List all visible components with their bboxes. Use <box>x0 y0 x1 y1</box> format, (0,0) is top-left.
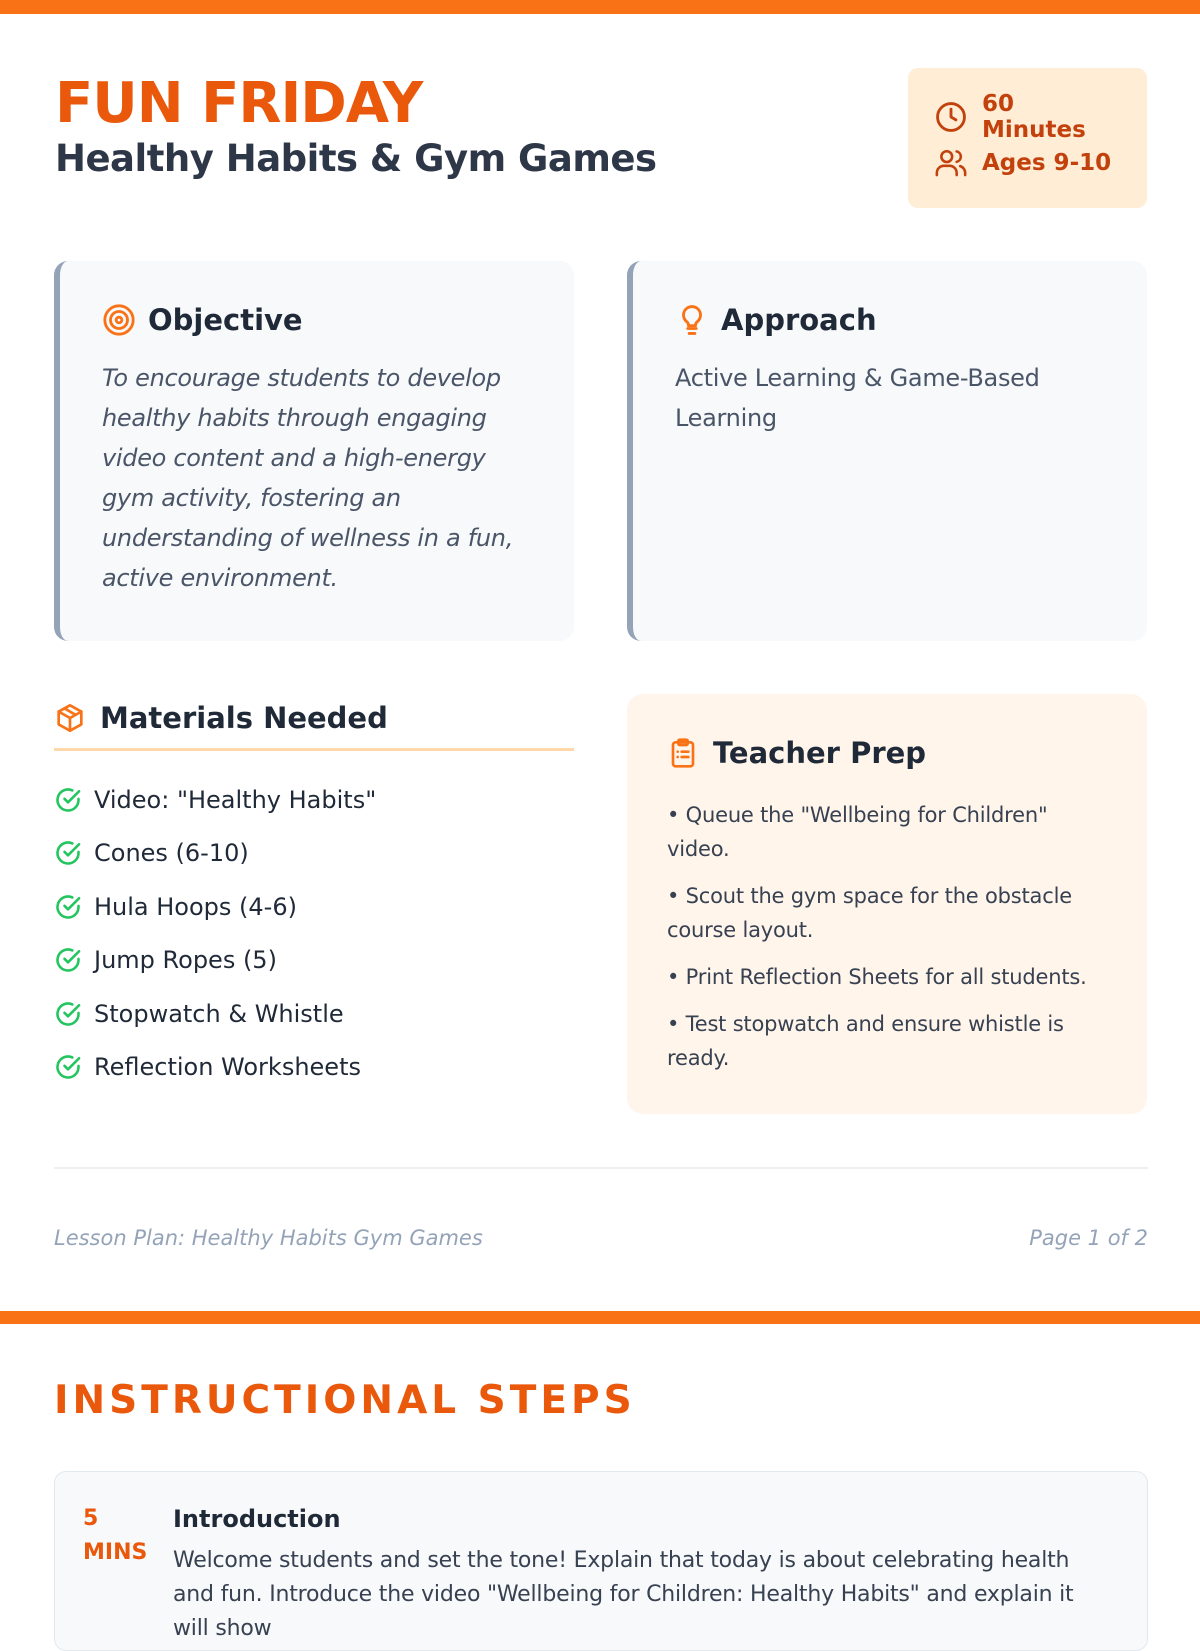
teacher-prep-card <box>627 694 1147 1114</box>
objective-title: Objective <box>148 303 303 337</box>
step-duration <box>83 1502 163 1570</box>
teacher-prep-title: Teacher Prep <box>713 736 927 770</box>
duration-text: 60 Minutes <box>982 91 1086 143</box>
list-item: • Print Reflection Sheets for all students. <box>667 965 1087 989</box>
page-subtitle: Healthy Habits & Gym Games <box>55 137 657 180</box>
step-title: Introduction <box>173 1505 341 1533</box>
target-icon <box>102 303 136 337</box>
ages-row <box>934 140 1123 186</box>
materials-underline <box>54 748 574 751</box>
materials-list <box>54 773 574 1094</box>
page-title: FUN FRIDAY <box>55 71 423 136</box>
lightbulb-icon <box>675 303 709 337</box>
approach-title: Approach <box>721 303 877 337</box>
check-circle-icon <box>54 839 82 867</box>
ages-text: Ages 9-10 <box>982 150 1112 176</box>
list-item: Cones (6-10) <box>54 827 574 881</box>
duration-row <box>934 91 1123 143</box>
footer-page-number: Page 1 of 2 <box>1029 1226 1148 1250</box>
step-description: Welcome students and set the tone! Explain that today is about celebrating health and fun. Introduce the video "Wellbeing for Children: Healthy Habits" and explain it will show <box>173 1548 1074 1641</box>
footer-lesson-title: Lesson Plan: Healthy Habits Gym Games <box>54 1226 483 1250</box>
step-card <box>54 1471 1148 1651</box>
approach-text: Active Learning & Game-Based Learning <box>675 364 1040 432</box>
page-header <box>55 66 1147 206</box>
list-item: • Test stopwatch and ensure whistle is ready. <box>667 1012 1064 1070</box>
check-circle-icon <box>54 946 82 974</box>
list-item: • Scout the gym space for the obstacle course layout. <box>667 884 1072 942</box>
objective-text: To encourage students to develop healthy habits through engaging video content and a high-energy gym activity, fostering an understanding of wellness in a fun, active environment. <box>102 364 514 592</box>
materials-header <box>54 696 574 740</box>
approach-header <box>675 303 877 337</box>
teacher-prep-list <box>667 798 1107 1088</box>
list-item: • Queue the "Wellbeing for Children" video. <box>667 803 1048 861</box>
list-item: Stopwatch & Whistle <box>54 987 574 1041</box>
check-circle-icon <box>54 1053 82 1081</box>
materials-section <box>54 696 574 1094</box>
clipboard-icon <box>667 737 699 769</box>
step-duration-value: 5 <box>83 1506 99 1531</box>
approach-card <box>627 261 1147 641</box>
check-circle-icon <box>54 893 82 921</box>
page-break-bar <box>0 1311 1200 1324</box>
list-item: Video: "Healthy Habits" <box>54 773 574 827</box>
steps-heading: INSTRUCTIONAL STEPS <box>54 1378 636 1423</box>
materials-title: Materials Needed <box>100 701 388 735</box>
objective-card <box>54 261 574 641</box>
users-icon <box>934 146 968 180</box>
list-item: Reflection Worksheets <box>54 1041 574 1095</box>
list-item: Hula Hoops (4-6) <box>54 880 574 934</box>
package-icon <box>54 702 86 734</box>
teacher-prep-header <box>667 736 926 770</box>
lesson-meta-box <box>908 68 1147 208</box>
check-circle-icon <box>54 786 82 814</box>
clock-icon <box>934 100 968 134</box>
footer-divider <box>54 1167 1148 1169</box>
list-item: Jump Ropes (5) <box>54 934 574 988</box>
top-accent-bar <box>0 0 1200 14</box>
objective-header <box>102 303 303 337</box>
check-circle-icon <box>54 1000 82 1028</box>
step-duration-unit: MINS <box>83 1540 148 1565</box>
